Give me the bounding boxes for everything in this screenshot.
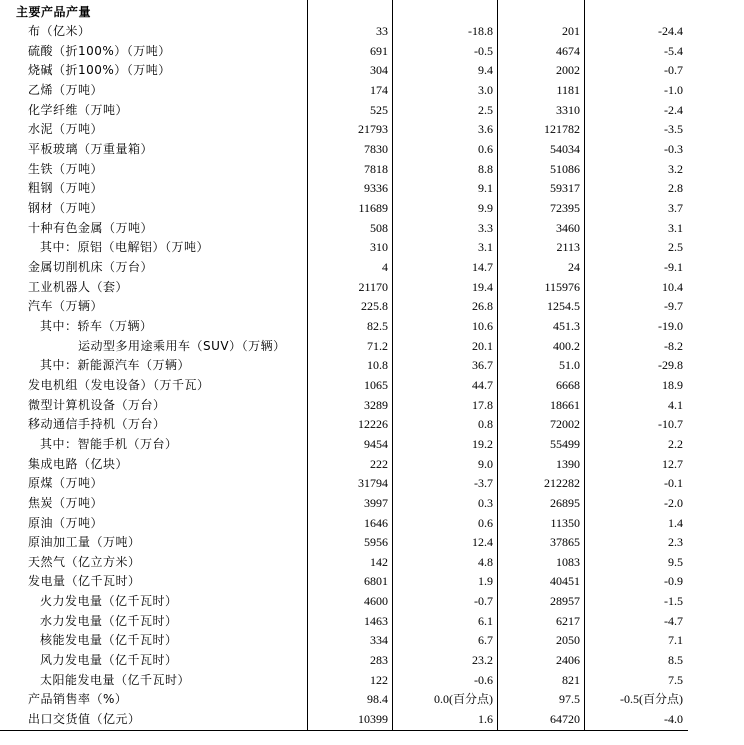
table-row — [0, 140, 744, 160]
cumulative-output: 6668 — [556, 377, 580, 392]
row-label: 产品销售率（%） — [28, 692, 128, 707]
cumulative-output: 37865 — [550, 535, 580, 550]
month-growth: -0.5 — [474, 43, 493, 58]
table-bottom-border — [0, 730, 688, 731]
month-output: 225.8 — [361, 299, 388, 314]
table-row — [0, 219, 744, 239]
cumulative-output: 97.5 — [559, 692, 580, 707]
month-growth: 6.7 — [478, 633, 493, 648]
cumulative-output: 1390 — [556, 456, 580, 471]
cumulative-output: 55499 — [550, 436, 580, 451]
cumulative-growth: -10.7 — [658, 417, 683, 432]
table-row — [0, 415, 744, 435]
cumulative-growth: 7.1 — [668, 633, 683, 648]
cumulative-output: 4674 — [556, 43, 580, 58]
cumulative-growth: 10.4 — [662, 279, 683, 294]
month-growth: 17.8 — [472, 397, 493, 412]
cumulative-growth: 7.5 — [668, 672, 683, 687]
cumulative-output: 54034 — [550, 141, 580, 156]
month-growth: 3.6 — [478, 122, 493, 137]
table-row — [0, 337, 744, 357]
table-row — [0, 671, 744, 691]
cumulative-growth: 12.7 — [662, 456, 683, 471]
cumulative-output: 72395 — [550, 200, 580, 215]
table-row — [0, 572, 744, 592]
table-row — [0, 238, 744, 258]
row-label: 焦炭（万吨） — [28, 495, 104, 510]
cumulative-growth: -2.0 — [664, 495, 683, 510]
month-output: 310 — [370, 240, 388, 255]
row-label: 出口交货值（亿元） — [28, 712, 141, 727]
cumulative-growth: -5.4 — [664, 43, 683, 58]
month-growth: 23.2 — [472, 653, 493, 668]
cumulative-growth: -19.0 — [658, 318, 683, 333]
table-row — [0, 651, 744, 671]
month-growth: 3.1 — [478, 240, 493, 255]
row-label: 其中：新能源汽车（万辆） — [40, 358, 191, 373]
month-growth: 3.0 — [478, 82, 493, 97]
cumulative-output: 2002 — [556, 63, 580, 78]
month-output: 12226 — [358, 417, 388, 432]
table-row — [0, 533, 744, 553]
row-label: 其中：智能手机（万台） — [40, 436, 178, 451]
row-label: 原油（万吨） — [28, 515, 104, 530]
month-output: 71.2 — [367, 338, 388, 353]
row-label: 十种有色金属（万吨） — [28, 220, 154, 235]
cumulative-output: 18661 — [550, 397, 580, 412]
month-output: 1065 — [364, 377, 388, 392]
cumulative-growth: -0.1 — [664, 476, 683, 491]
row-label: 平板玻璃（万重量箱） — [28, 141, 154, 156]
month-output: 33 — [376, 24, 388, 38]
table-row — [0, 101, 744, 121]
cumulative-output: 40451 — [550, 574, 580, 589]
month-output: 691 — [370, 43, 388, 58]
month-output: 5956 — [364, 535, 388, 550]
month-growth: 9.0 — [478, 456, 493, 471]
row-label: 汽车（万辆） — [28, 299, 104, 314]
month-output: 525 — [370, 102, 388, 117]
table-row — [0, 317, 744, 337]
cumulative-growth: -3.5 — [664, 122, 683, 137]
table-row — [0, 690, 744, 710]
month-output: 11689 — [358, 200, 388, 215]
cumulative-output: 212282 — [544, 476, 580, 491]
month-growth: 14.7 — [472, 259, 493, 274]
month-output: 508 — [370, 220, 388, 235]
table-row — [0, 258, 744, 278]
month-output: 21793 — [358, 122, 388, 137]
month-growth: -0.6 — [474, 672, 493, 687]
cumulative-growth: -4.7 — [664, 613, 683, 628]
month-growth: 0.6 — [478, 515, 493, 530]
cumulative-output: 24 — [568, 259, 580, 274]
month-growth: 19.2 — [472, 436, 493, 451]
month-growth: 0.0(百分点) — [434, 692, 493, 707]
table-row — [0, 474, 744, 494]
row-label: 发电量（亿千瓦时） — [28, 574, 141, 589]
month-output: 142 — [370, 554, 388, 569]
row-label: 集成电路（亿块） — [28, 456, 129, 471]
month-output: 9454 — [364, 436, 388, 451]
row-label: 水力发电量（亿千瓦时） — [40, 613, 178, 628]
cumulative-output: 59317 — [550, 181, 580, 196]
cumulative-growth: 2.3 — [668, 535, 683, 550]
table-row — [0, 22, 744, 42]
month-output: 4 — [382, 259, 388, 274]
row-label: 太阳能发电量（亿千瓦时） — [40, 672, 191, 687]
row-label: 微型计算机设备（万台） — [28, 397, 166, 412]
row-label: 粗钢（万吨） — [28, 181, 104, 196]
cumulative-growth: 2.8 — [668, 181, 683, 196]
cumulative-output: 115976 — [544, 279, 580, 294]
month-output: 7830 — [364, 141, 388, 156]
row-label: 其中：原铝（电解铝）（万吨） — [40, 240, 210, 255]
month-output: 82.5 — [367, 318, 388, 333]
cumulative-growth: -2.4 — [664, 102, 683, 117]
row-label: 运动型多用途乘用车（SUV）（万辆） — [78, 338, 286, 353]
table-row — [0, 396, 744, 416]
table-title-row — [0, 3, 744, 23]
cumulative-output: 72002 — [550, 417, 580, 432]
row-label: 布（亿米） — [28, 24, 91, 38]
month-growth: 9.9 — [478, 200, 493, 215]
month-output: 3289 — [364, 397, 388, 412]
table-row — [0, 81, 744, 101]
month-growth: 0.6 — [478, 141, 493, 156]
table-row — [0, 553, 744, 573]
table-row — [0, 179, 744, 199]
row-label: 原油加工量（万吨） — [28, 535, 141, 550]
row-label: 硫酸（折100%）（万吨） — [28, 43, 171, 58]
cumulative-output: 2113 — [556, 240, 580, 255]
row-label: 水泥（万吨） — [28, 122, 104, 137]
cumulative-output: 3460 — [556, 220, 580, 235]
cumulative-growth: -1.5 — [664, 594, 683, 609]
cumulative-output: 2050 — [556, 633, 580, 648]
cumulative-growth: 18.9 — [662, 377, 683, 392]
row-label: 钢材（万吨） — [28, 200, 104, 215]
cumulative-growth: 1.4 — [668, 515, 683, 530]
table-row — [0, 356, 744, 376]
cumulative-growth: -1.0 — [664, 82, 683, 97]
table-row — [0, 710, 744, 730]
month-output: 10399 — [358, 712, 388, 727]
cumulative-growth: 9.5 — [668, 554, 683, 569]
cumulative-output: 451.3 — [553, 318, 580, 333]
cumulative-output: 6217 — [556, 613, 580, 628]
month-output: 122 — [370, 672, 388, 687]
table-row — [0, 42, 744, 62]
table-row — [0, 278, 744, 298]
month-growth: 36.7 — [472, 358, 493, 373]
row-label: 核能发电量（亿千瓦时） — [40, 633, 178, 648]
cumulative-output: 26895 — [550, 495, 580, 510]
cumulative-output: 201 — [562, 24, 580, 38]
cumulative-output: 2406 — [556, 653, 580, 668]
cumulative-growth: 2.5 — [668, 240, 683, 255]
month-output: 9336 — [364, 181, 388, 196]
month-growth: 6.1 — [478, 613, 493, 628]
table-row — [0, 514, 744, 534]
table-row — [0, 612, 744, 632]
cumulative-growth: 2.2 — [668, 436, 683, 451]
cumulative-output: 1181 — [556, 82, 580, 97]
month-growth: 2.5 — [478, 102, 493, 117]
cumulative-growth: 4.1 — [668, 397, 683, 412]
month-growth: 9.4 — [478, 63, 493, 78]
cumulative-output: 11350 — [550, 515, 580, 530]
cumulative-growth: 8.5 — [668, 653, 683, 668]
row-label: 原煤（万吨） — [28, 476, 104, 491]
month-output: 222 — [370, 456, 388, 471]
table-row — [0, 631, 744, 651]
row-label: 风力发电量（亿千瓦时） — [40, 653, 178, 668]
month-output: 21170 — [358, 279, 388, 294]
cumulative-growth: -29.8 — [658, 358, 683, 373]
row-label: 其中：轿车（万辆） — [40, 318, 153, 333]
table-row — [0, 494, 744, 514]
cumulative-output: 400.2 — [553, 338, 580, 353]
table-row — [0, 435, 744, 455]
month-output: 1463 — [364, 613, 388, 628]
row-label: 火力发电量（亿千瓦时） — [40, 594, 178, 609]
cumulative-growth: 3.1 — [668, 220, 683, 235]
month-growth: 0.8 — [478, 417, 493, 432]
table-row — [0, 120, 744, 140]
cumulative-output: 821 — [562, 672, 580, 687]
cumulative-output: 121782 — [544, 122, 580, 137]
month-growth: 44.7 — [472, 377, 493, 392]
month-output: 98.4 — [367, 692, 388, 707]
cumulative-growth: -0.7 — [664, 63, 683, 78]
month-growth: 10.6 — [472, 318, 493, 333]
cumulative-output: 64720 — [550, 712, 580, 727]
row-label: 移动通信手持机（万台） — [28, 417, 166, 432]
month-output: 334 — [370, 633, 388, 648]
table-row — [0, 592, 744, 612]
month-output: 3997 — [364, 495, 388, 510]
month-growth: 26.8 — [472, 299, 493, 314]
row-label: 化学纤维（万吨） — [28, 102, 129, 117]
table-row — [0, 160, 744, 180]
cumulative-output: 1083 — [556, 554, 580, 569]
cumulative-output: 28957 — [550, 594, 580, 609]
cumulative-growth: -0.3 — [664, 141, 683, 156]
month-growth: 0.3 — [478, 495, 493, 510]
month-output: 31794 — [358, 476, 388, 491]
month-growth: -3.7 — [474, 476, 493, 491]
cumulative-output: 3310 — [556, 102, 580, 117]
month-growth: 12.4 — [472, 535, 493, 550]
row-label: 烧碱（折100%）（万吨） — [28, 63, 171, 78]
month-growth: -0.7 — [474, 594, 493, 609]
row-label: 乙烯（万吨） — [28, 82, 104, 97]
month-output: 283 — [370, 653, 388, 668]
table-title: 主要产品产量 — [16, 5, 92, 19]
cumulative-growth: 3.7 — [668, 200, 683, 215]
row-label: 工业机器人（套） — [28, 279, 129, 294]
cumulative-growth: 3.2 — [668, 161, 683, 176]
month-output: 4600 — [364, 594, 388, 609]
table-row — [0, 376, 744, 396]
cumulative-growth: -8.2 — [664, 338, 683, 353]
month-growth: 9.1 — [478, 181, 493, 196]
month-growth: 1.9 — [478, 574, 493, 589]
month-output: 304 — [370, 63, 388, 78]
cumulative-growth: -9.1 — [664, 259, 683, 274]
cumulative-output: 51.0 — [559, 358, 580, 373]
month-output: 1646 — [364, 515, 388, 530]
row-label: 生铁（万吨） — [28, 161, 104, 176]
month-growth: 19.4 — [472, 279, 493, 294]
cumulative-growth: -24.4 — [658, 24, 683, 38]
month-growth: 1.6 — [478, 712, 493, 727]
cumulative-output: 1254.5 — [547, 299, 580, 314]
cumulative-output: 51086 — [550, 161, 580, 176]
table-row — [0, 455, 744, 475]
row-label: 金属切削机床（万台） — [28, 259, 154, 274]
month-output: 6801 — [364, 574, 388, 589]
month-output: 10.8 — [367, 358, 388, 373]
table-row — [0, 199, 744, 219]
row-label: 发电机组（发电设备）（万千瓦） — [28, 377, 210, 392]
cumulative-growth: -9.7 — [664, 299, 683, 314]
cumulative-growth: -0.9 — [664, 574, 683, 589]
cumulative-growth: -4.0 — [664, 712, 683, 727]
month-output: 174 — [370, 82, 388, 97]
row-label: 天然气（亿立方米） — [28, 554, 141, 569]
month-growth: 4.8 — [478, 554, 493, 569]
month-growth: -18.8 — [468, 24, 493, 38]
table-row — [0, 61, 744, 81]
month-growth: 3.3 — [478, 220, 493, 235]
month-output: 7818 — [364, 161, 388, 176]
month-growth: 20.1 — [472, 338, 493, 353]
table-row — [0, 297, 744, 317]
month-growth: 8.8 — [478, 161, 493, 176]
cumulative-growth: -0.5(百分点) — [620, 692, 683, 707]
